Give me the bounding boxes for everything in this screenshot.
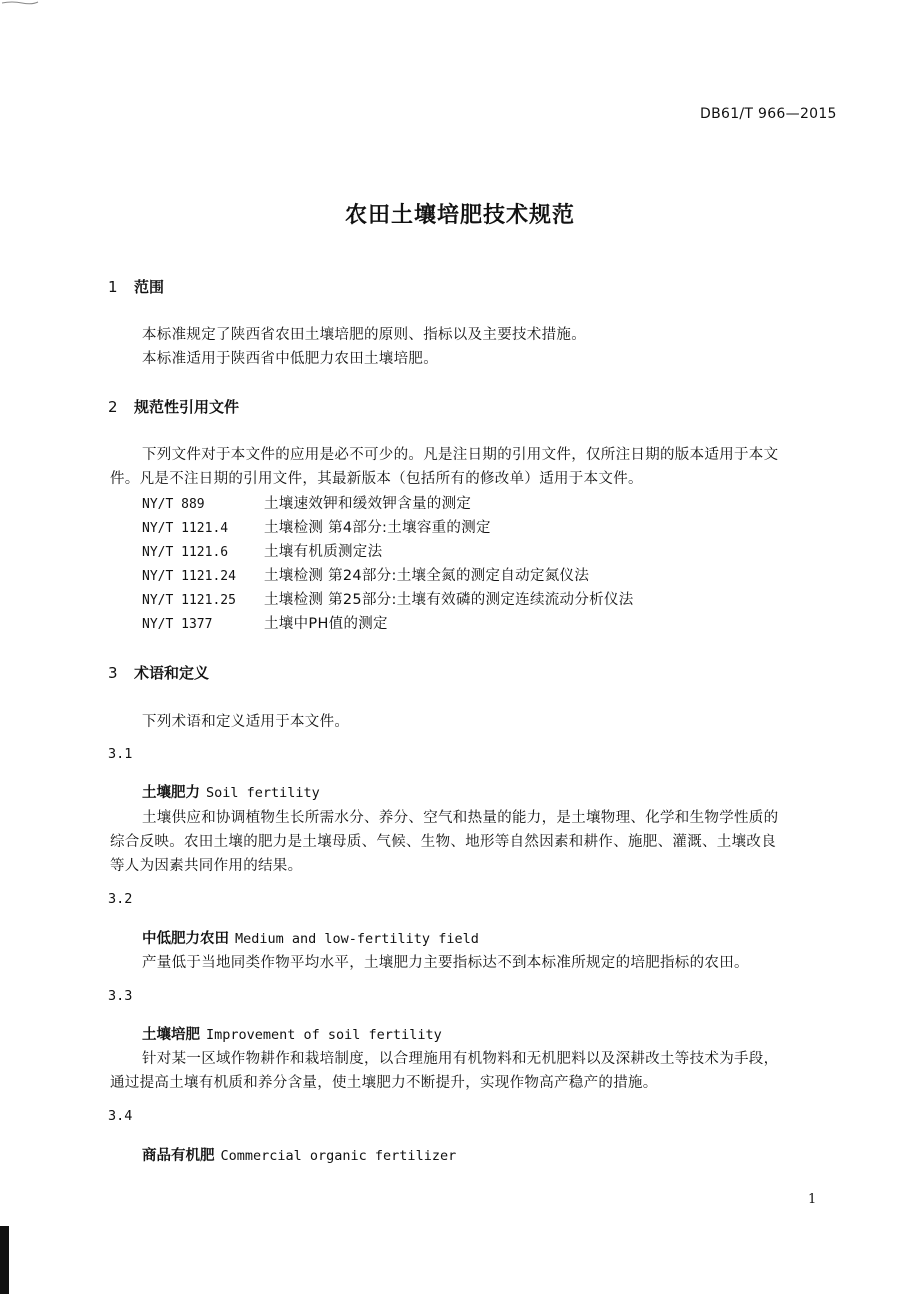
- reference-code: NY/T 1377: [142, 617, 213, 632]
- reference-title: 土壤检测 第25部分:土壤有效磷的测定连续流动分析仪法: [264, 592, 634, 608]
- paragraph: 件。凡是不注日期的引用文件，其最新版本（包括所有的修改单）适用于本文件。: [110, 471, 643, 487]
- term-chinese: 土壤培肥: [142, 1027, 200, 1043]
- term-chinese: 中低肥力农田: [142, 931, 229, 947]
- section-title: 术语和定义: [134, 664, 210, 682]
- term-english: Commercial organic fertilizer: [220, 1148, 457, 1164]
- reference-code: NY/T 1121.6: [142, 545, 229, 560]
- reference-code: NY/T 1121.24: [142, 569, 236, 584]
- term-heading: [142, 1144, 456, 1165]
- term-number: 3.3: [108, 988, 133, 1004]
- section-number: 2: [108, 398, 118, 416]
- section-title: 范围: [134, 278, 165, 296]
- definition-line: 产量低于当地同类作物平均水平，土壤肥力主要指标达不到本标准所规定的培肥指标的农田。: [142, 955, 749, 971]
- section-1-heading: [108, 276, 164, 297]
- term-heading: [142, 1023, 442, 1044]
- binding-edge-mark: [0, 1226, 9, 1294]
- section-title: 规范性引用文件: [134, 398, 240, 416]
- paragraph: 本标准规定了陕西省农田土壤培肥的原则、指标以及主要技术措施。: [142, 327, 586, 343]
- paragraph: 本标准适用于陕西省中低肥力农田土壤培肥。: [142, 351, 438, 367]
- section-number: 1: [108, 278, 118, 296]
- reference-item: [142, 612, 388, 633]
- definition-line: 针对某一区域作物耕作和栽培制度，以合理施用有机物料和无机肥料以及深耕改土等技术为手段，: [142, 1051, 779, 1067]
- section-3-heading: [108, 662, 209, 683]
- reference-title: 土壤检测 第24部分:土壤全氮的测定自动定氮仪法: [264, 568, 590, 584]
- reference-item: [142, 564, 589, 585]
- term-chinese: 土壤肥力: [142, 785, 200, 801]
- reference-title: 土壤检测 第4部分:土壤容重的测定: [264, 520, 491, 536]
- reference-code: NY/T 1121.25: [142, 593, 236, 608]
- reference-item: [142, 540, 382, 561]
- reference-code: NY/T 1121.4: [142, 521, 229, 536]
- definition-line: 等人为因素共同作用的结果。: [110, 858, 303, 874]
- term-number: 3.1: [108, 746, 133, 762]
- definition-line: 综合反映。农田土壤的肥力是土壤母质、气候、生物、地形等自然因素和耕作、施肥、灌溉、土壤改良: [110, 834, 776, 850]
- term-english: Soil fertility: [206, 785, 320, 801]
- reference-code: NY/T 889: [142, 497, 205, 512]
- term-number: 3.2: [108, 891, 133, 907]
- document-code: DB61/T 966—2015: [700, 106, 837, 122]
- term-heading: [142, 927, 479, 948]
- term-english: Improvement of soil fertility: [206, 1027, 442, 1043]
- reference-title: 土壤有机质测定法: [264, 544, 383, 560]
- paragraph: 下列术语和定义适用于本文件。: [142, 714, 350, 730]
- definition-line: 土壤供应和协调植物生长所需水分、养分、空气和热量的能力，是土壤物理、化学和生物学性质的: [142, 810, 779, 826]
- section-number: 3: [108, 664, 118, 682]
- reference-title: 土壤中PH值的测定: [264, 616, 388, 632]
- reference-item: [142, 516, 491, 537]
- page-number: 1: [808, 1192, 817, 1207]
- reference-title: 土壤速效钾和缓效钾含量的测定: [264, 496, 472, 512]
- term-number: 3.4: [108, 1108, 133, 1124]
- scan-artifact: [0, 0, 40, 6]
- paragraph: 下列文件对于本文件的应用是必不可少的。凡是注日期的引用文件，仅所注日期的版本适用于本文: [142, 447, 779, 463]
- section-2-heading: [108, 396, 239, 417]
- term-heading: [142, 781, 320, 802]
- reference-item: [142, 492, 471, 513]
- definition-line: 通过提高土壤有机质和养分含量，使土壤肥力不断提升，实现作物高产稳产的措施。: [110, 1075, 658, 1091]
- reference-item: [142, 588, 634, 609]
- term-chinese: 商品有机肥: [142, 1148, 215, 1164]
- page-title: 农田土壤培肥技术规范: [344, 203, 575, 228]
- term-english: Medium and low-fertility field: [235, 931, 479, 947]
